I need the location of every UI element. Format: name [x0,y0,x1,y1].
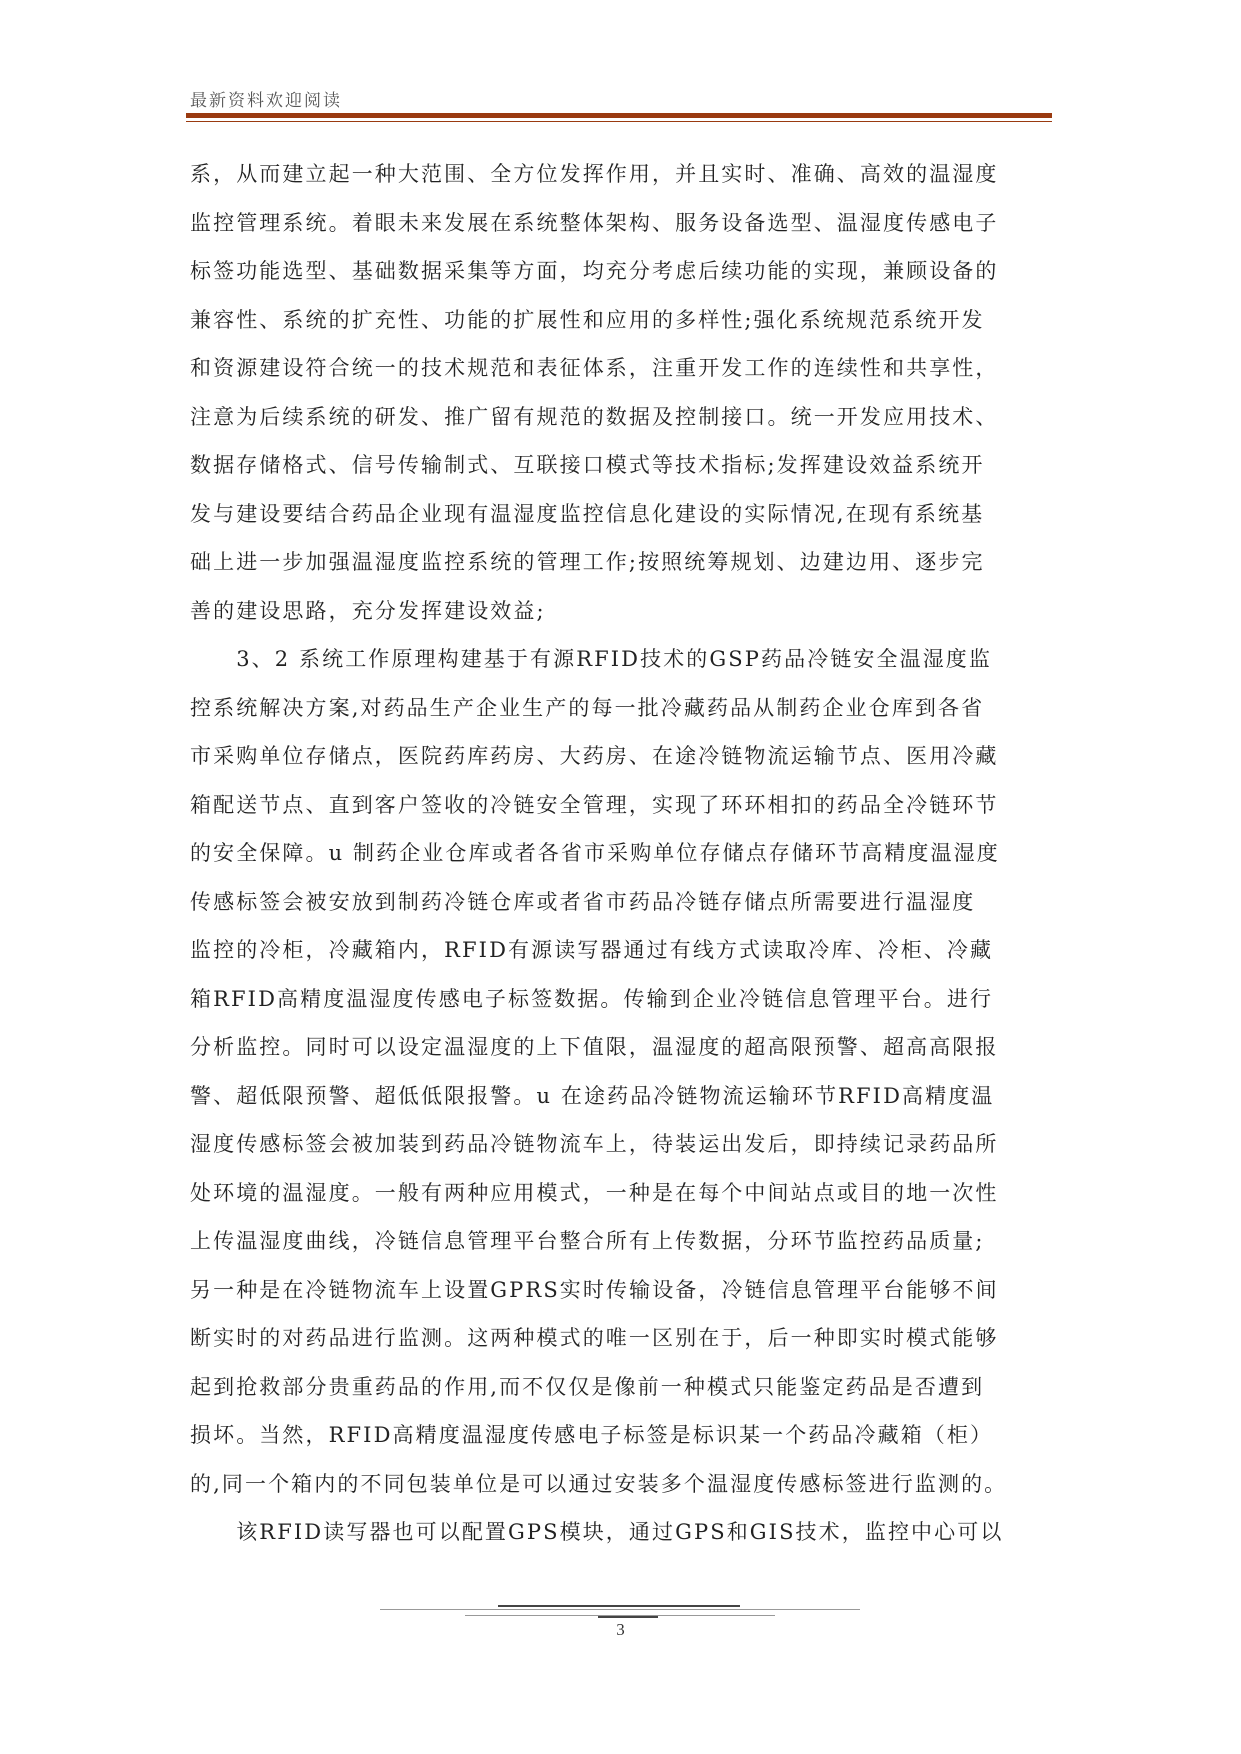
footer-rule [380,1609,860,1610]
footer-rule [498,1605,740,1607]
text-line: 上传温湿度曲线，冷链信息管理平台整合所有上传数据，分环节监控药品质量; [190,1229,985,1253]
text-line: 该RFID读写器也可以配置GPS模块，通过GPS和GIS技术，监控中心可以 [190,1520,1004,1544]
text-line: 发与建设要结合药品企业现有温湿度监控信息化建设的实际情况,在现有系统基 [190,501,985,526]
text-line: 箱RFID高精度温湿度传感电子标签数据。传输到企业冷链信息管理平台。进行 [190,986,994,1011]
text-line: 控系统解决方案,对药品生产企业生产的每一批冷藏药品从制药企业仓库到各省 [190,695,985,720]
text-line: 损坏。当然，RFID高精度温湿度传感电子标签是标识某一个药品冷藏箱（柜） [190,1423,994,1447]
text-line: 市采购单位存储点，医院药库药房、大药房、在途冷链物流运输节点、医用冷藏 [190,744,999,768]
text-line: 箱配送节点、直到客户签收的冷链安全管理，实现了环环相扣的药品全冷链环节 [190,792,999,817]
text-line: 的安全保障。u 制药企业仓库或者各省市采购单位存储点存储环节高精度温湿度 [190,841,1000,865]
text-line: 数据存储格式、信号传输制式、互联接口模式等技术指标;发挥建设效益系统开 [190,453,985,477]
text-line: 分析监控。同时可以设定温湿度的上下值限，温湿度的超高限预警、超高高限报 [190,1035,999,1059]
header-rule-thin [186,121,1052,122]
body-text [190,150,1062,1557]
text-line: 兼容性、系统的扩充性、功能的扩展性和应用的多样性;强化系统规范系统开发 [190,307,985,332]
text-line: 善的建设思路，充分发挥建设效益; [190,598,546,623]
text-line: 湿度传感标签会被加装到药品冷链物流车上，待装运出发后，即持续记录药品所 [190,1132,999,1156]
text-line: 警、超低限预警、超低低限报警。u 在途药品冷链物流运输环节RFID高精度温 [190,1083,995,1108]
text-line: 监控的冷柜，冷藏箱内，RFID有源读写器通过有线方式读取冷库、冷柜、冷藏 [190,938,994,962]
text-line: 础上进一步加强温湿度监控系统的管理工作;按照统筹规划、边建边用、逐步完 [190,550,985,574]
text-line: 起到抢救部分贵重药品的作用,而不仅仅是像前一种模式只能鉴定药品是否遭到 [190,1374,985,1399]
text-line: 另一种是在冷链物流车上设置GPRS实时传输设备，冷链信息管理平台能够不间 [190,1277,999,1302]
header-title: 最新资料欢迎阅读 [190,91,342,111]
text-line: 系，从而建立起一种大范围、全方位发挥作用，并且实时、准确、高效的温湿度 [190,162,999,186]
text-line: 监控管理系统。着眼未来发展在系统整体架构、服务设备选型、温湿度传感电子 [190,210,999,235]
page-number: 3 [616,1620,625,1639]
text-line: 和资源建设符合统一的技术规范和表征体系，注重开发工作的连续性和共享性， [190,356,999,380]
text-line: 断实时的对药品进行监测。这两种模式的唯一区别在于，后一种即实时模式能够 [190,1326,999,1350]
text-line: 注意为后续系统的研发、推广留有规范的数据及控制接口。统一开发应用技术、 [190,404,999,429]
text-line: 处环境的温湿度。一般有两种应用模式，一种是在每个中间站点或目的地一次性 [190,1180,999,1205]
text-line: 3、2 系统工作原理构建基于有源RFID技术的GSP药品冷链安全温湿度监 [190,647,993,671]
text-line: 标签功能选型、基础数据采集等方面，均充分考虑后续功能的实现，兼顾设备的 [190,259,999,283]
footer-rule [598,1616,658,1618]
text-line: 传感标签会被安放到制药冷链仓库或者省市药品冷链存储点所需要进行温湿度 [190,889,976,914]
text-line: 的,同一个箱内的不同包装单位是可以通过安装多个温湿度传感标签进行监测的。 [190,1471,1008,1496]
header-rule [186,113,1052,118]
